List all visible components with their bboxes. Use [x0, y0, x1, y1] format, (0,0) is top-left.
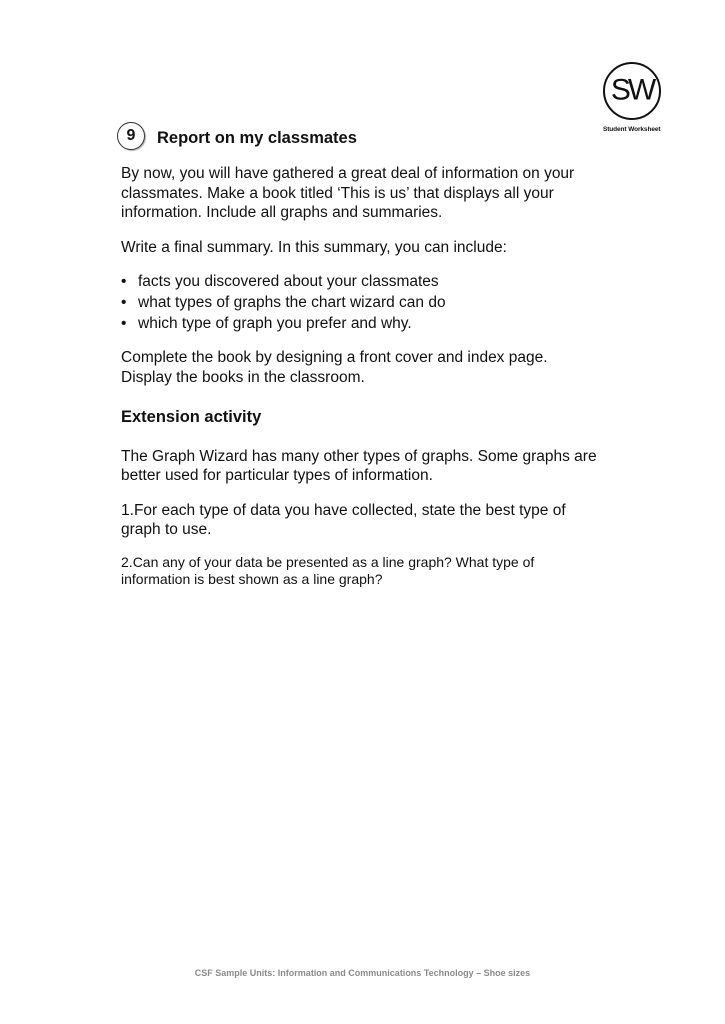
worksheet-body [121, 164, 601, 588]
bullet-icon: • [121, 315, 127, 332]
list-item: • facts you discovered about your classmates [121, 273, 439, 290]
section-number-badge: 9 [117, 122, 145, 150]
intro-paragraph: By now, you will have gathered a great deal of information on your classmates. Make a book titled ‘This is us’ that displays all your information. Include all graphs and summaries. [121, 165, 575, 221]
item-text: Can any of your data be presented as a line graph? What type of information is best shown as a line graph? [121, 553, 535, 587]
student-worksheet-logo [602, 62, 664, 133]
page-title: Report on my classmates [157, 128, 357, 147]
summary-bullet-list [121, 271, 601, 334]
item-number: 1. [121, 501, 134, 519]
logo-caption: Student Worksheet [603, 126, 661, 133]
extension-item-2 [121, 554, 601, 588]
complete-paragraph: Complete the book by designing a front cover and index page. Display the books in the classroom. [121, 349, 548, 386]
bullet-icon: • [121, 273, 127, 290]
section-heading [117, 122, 357, 150]
extension-intro: The Graph Wizard has many other types of graphs. Some graphs are better used for particular types of information. [121, 447, 597, 484]
list-item: • which type of graph you prefer and why. [121, 315, 412, 332]
list-item: • what types of graphs the chart wizard can do [121, 294, 446, 311]
sw-logo-icon [603, 62, 661, 120]
extension-heading: Extension activity [121, 408, 262, 426]
item-text: For each type of data you have collected, state the best type of graph to use. [121, 501, 566, 538]
summary-prompt: Write a final summary. In this summary, you can include: [121, 238, 507, 256]
page-footer: CSF Sample Units: Information and Communications Technology – Shoe sizes [194, 968, 531, 978]
item-number: 2. [121, 553, 133, 570]
bullet-icon: • [121, 294, 127, 311]
logo-mark: SW [610, 73, 654, 107]
extension-item-1 [121, 501, 601, 540]
